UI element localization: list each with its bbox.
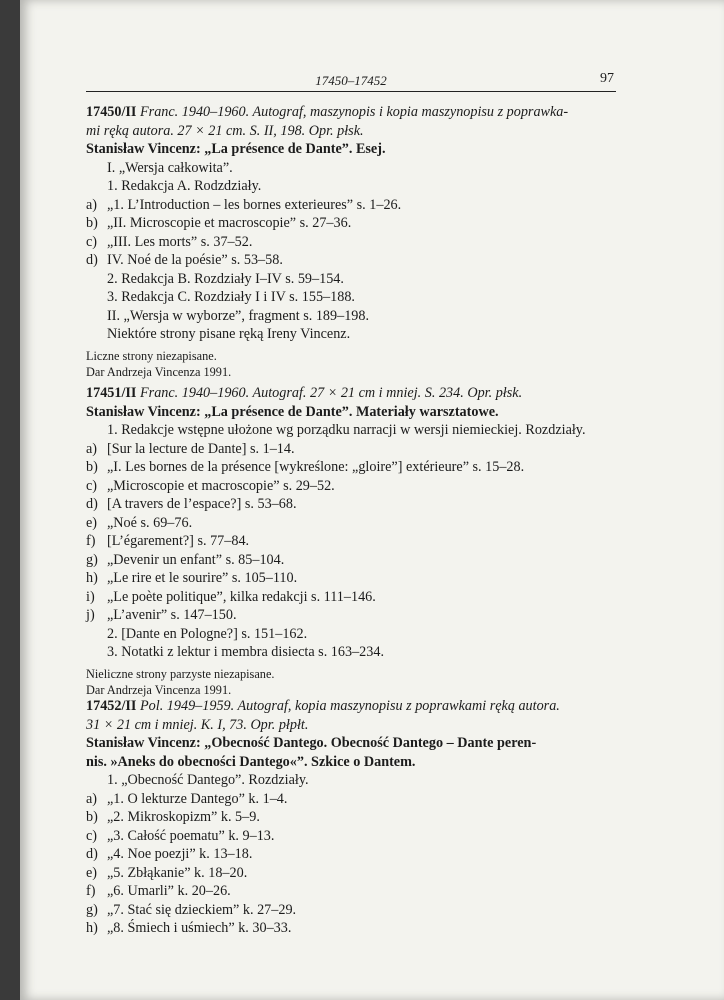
item-label: b) [86,809,98,825]
page-number: 97 [600,71,614,86]
item-text: I. „Wersja całkowita”. [107,159,233,176]
entry-contents [86,159,616,344]
item-text: „5. Zbłąkanie” k. 18–20. [107,864,248,881]
item-text: „II. Microscopie et macroscopie” s. 27–36. [107,215,352,231]
item-label: g) [86,901,98,918]
item-text: 2. [Dante en Pologne?] s. 151–162. [107,625,308,642]
item-text: „Le poète politique”, kilka redakcji s. 111–146. [107,588,376,605]
item-text: „2. Mikroskopizm” k. 5–9. [107,809,260,825]
page-header [86,71,616,92]
entry-provenance: Dar Andrzeja Vincenza 1991. [86,682,232,697]
item-text: [L’égarement?] s. 77–84. [107,533,250,549]
entry-note: Nieliczne strony parzyste niezapisane. [86,666,275,681]
item-text: „Devenir un enfant” s. 85–104. [107,551,285,568]
item-label: a) [86,790,98,807]
entry-title: Stanisław Vincenz: „La présence de Dante”. Materiały warsztatowe. [86,403,499,420]
catalog-entry-17452 [86,697,616,938]
content-line [86,790,616,809]
item-label: c) [86,233,98,250]
item-text: „1. O lekturze Dantego” k. 1–4. [107,790,288,807]
entry-description-cont: mi ręką autora. 27 × 21 cm. S. II, 198. Opr. płsk. [86,122,364,139]
content-line [86,477,616,496]
item-label: g) [86,551,98,568]
item-label: j) [86,607,95,623]
item-text: „1. L’Introduction – les bornes exterieures” s. 1–26. [107,196,402,213]
item-text: „7. Stać się dzieckiem” k. 27–29. [107,901,297,918]
item-text: 1. Redakcje wstępne ułożone wg porządku narracji w wersji niemieckiej. Rozdziały. [107,422,586,438]
item-label: e) [86,864,98,881]
item-text: „Le rire et le sourire” s. 105–110. [107,570,298,586]
content-line [86,808,616,827]
item-label: d) [86,846,98,862]
item-text: „Noé s. 69–76. [107,514,193,531]
content-line [86,495,616,514]
content-line [86,919,616,938]
item-text: „3. Całość poematu” k. 9–13. [107,827,275,844]
content-line [86,159,616,178]
content-line [86,514,616,533]
content-line [86,532,616,551]
content-line [86,196,616,215]
entry-provenance: Dar Andrzeja Vincenza 1991. [86,364,232,379]
item-text: 2. Redakcja B. Rozdziały I–IV s. 59–154. [107,270,344,287]
item-label: h) [86,570,98,586]
entry-note: Liczne strony niezapisane. [86,348,217,363]
item-text: 3. Notatki z lektur i membra disiecta s. 163–234. [107,644,384,660]
item-text: 3. Redakcja C. Rozdziały I i IV s. 155–188. [107,289,355,305]
item-label: f) [86,883,96,899]
entry-description: 17451/II Franc. 1940–1960. Autograf. 27 × 21 cm i mniej. S. 234. Opr. płsk. [86,385,523,401]
content-line [86,845,616,864]
item-text: [Sur la lecture de Dante] s. 1–14. [107,440,295,457]
item-label: d) [86,252,98,268]
item-text: „III. Les morts” s. 37–52. [107,233,253,250]
entry-description-cont: 31 × 21 cm i mniej. K. I, 73. Opr. płpłt. [86,716,309,733]
item-text: 1. „Obecność Dantego”. Rozdziały. [107,772,309,788]
entry-contents [86,771,616,938]
content-line [86,288,616,307]
item-text: IV. Noé de la poésie” s. 53–58. [107,252,283,268]
entry-id: 17451/II [86,385,137,401]
content-line [86,569,616,588]
item-text: [A travers de l’espace?] s. 53–68. [107,496,297,512]
item-text: II. „Wersja w wyborze”, fragment s. 189–198. [107,307,370,324]
content-line [86,588,616,607]
content-line [86,882,616,901]
entry-id: 17450/II [86,104,137,120]
item-text: „I. Les bornes de la présence [wykreślone: „gloire”] extérieure” s. 15–28. [107,459,525,475]
item-label: b) [86,215,98,231]
entry-description: 17450/II Franc. 1940–1960. Autograf, maszynopis i kopia maszynopisu z poprawka- [86,104,569,120]
item-text: „4. Noe poezji” k. 13–18. [107,846,253,862]
content-line [86,214,616,233]
entry-id: 17452/II [86,698,137,714]
item-label: e) [86,514,98,531]
entry-title: Stanisław Vincenz: „Obecność Dantego. Obecność Dantego – Dante peren- [86,735,537,751]
catalog-entry-17450 [86,103,616,380]
content-line [86,307,616,326]
content-line [86,901,616,920]
running-head: 17450–17452 [315,73,387,88]
item-label: i) [86,588,95,605]
item-label: b) [86,459,98,475]
content-line [86,643,616,662]
item-text: 1. Redakcja A. Rodzdziały. [107,178,262,194]
content-line [86,864,616,883]
book-page [20,0,724,1000]
content-line [86,827,616,846]
content-line [86,421,616,440]
item-label: a) [86,196,98,213]
content-line [86,177,616,196]
content-line [86,325,616,344]
item-text: „6. Umarli” k. 20–26. [107,883,231,899]
item-text: „L’avenir” s. 147–150. [107,607,237,623]
entry-title: Stanisław Vincenz: „La présence de Dante”. Esej. [86,141,386,157]
item-label: f) [86,533,96,549]
entry-description: 17452/II Pol. 1949–1959. Autograf, kopia maszynopisu z poprawkami ręką autora. [86,698,560,714]
item-text: Niektóre strony pisane ręką Ireny Vincenz. [107,326,351,342]
item-text: „8. Śmiech i uśmiech” k. 30–33. [107,920,292,936]
item-label: a) [86,440,98,457]
entry-title-cont: nis. »Aneks do obecności Dantego«”. Szkice o Dantem. [86,753,416,770]
item-label: d) [86,496,98,512]
entry-contents [86,421,616,662]
item-label: c) [86,827,98,844]
content-line [86,251,616,270]
catalog-entry-17451 [86,384,616,698]
content-line [86,440,616,459]
content-line [86,606,616,625]
content-line [86,771,616,790]
content-line [86,625,616,644]
content-line [86,458,616,477]
item-label: h) [86,920,98,936]
content-line [86,233,616,252]
content-line [86,270,616,289]
content-line [86,551,616,570]
item-text: „Microscopie et macroscopie” s. 29–52. [107,477,335,494]
item-label: c) [86,477,98,494]
